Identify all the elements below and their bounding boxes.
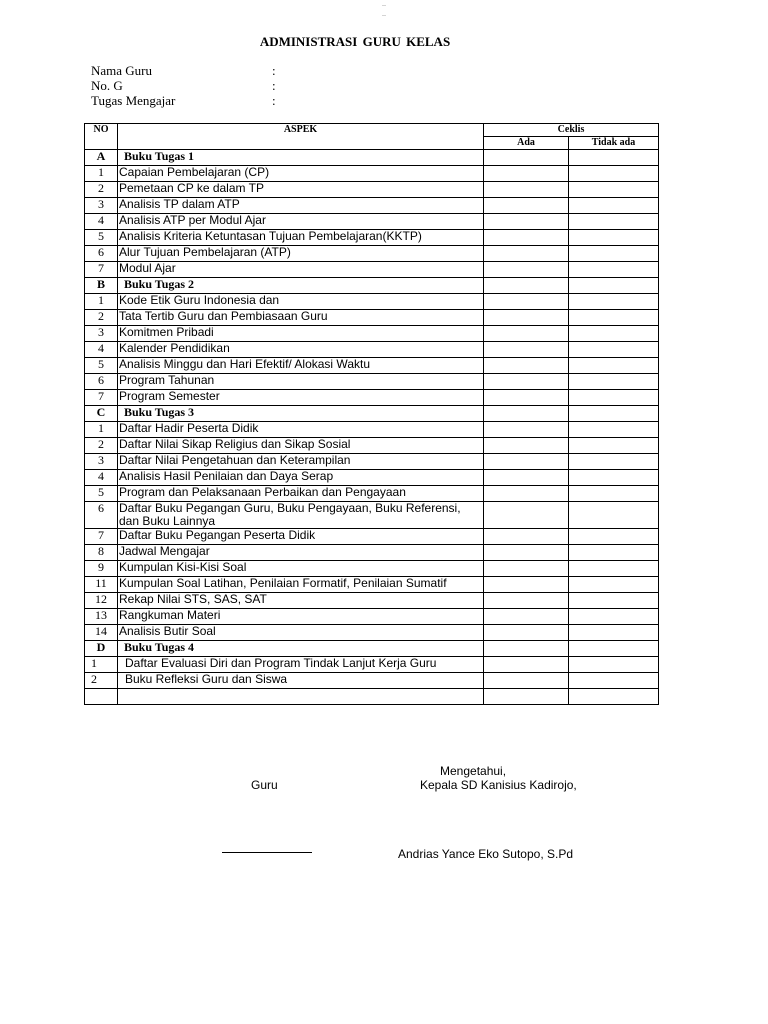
check-tidak-ada-cell[interactable] bbox=[569, 673, 659, 689]
check-tidak-ada-cell[interactable] bbox=[569, 641, 659, 657]
check-tidak-ada-cell[interactable] bbox=[569, 406, 659, 422]
info-label: Nama Guru bbox=[91, 63, 153, 78]
row-number bbox=[85, 689, 118, 705]
check-ada-cell[interactable] bbox=[484, 150, 569, 166]
row-number: 7 bbox=[85, 529, 118, 545]
row-aspek: Analisis Butir Soal bbox=[118, 625, 484, 641]
check-tidak-ada-cell[interactable] bbox=[569, 438, 659, 454]
row-aspek bbox=[118, 689, 484, 705]
checklist-table bbox=[84, 123, 659, 705]
signature-right-name: Andrias Yance Eko Sutopo, S.Pd bbox=[398, 847, 574, 861]
table-row bbox=[85, 198, 659, 214]
row-aspek: Analisis Minggu dan Hari Efektif/ Alokasi Waktu bbox=[118, 358, 484, 374]
table-row bbox=[85, 182, 659, 198]
table-row bbox=[85, 422, 659, 438]
check-tidak-ada-cell[interactable] bbox=[569, 166, 659, 182]
check-tidak-ada-cell[interactable] bbox=[569, 422, 659, 438]
row-number: 2 bbox=[85, 673, 118, 689]
table-row bbox=[85, 609, 659, 625]
check-tidak-ada-cell[interactable] bbox=[569, 470, 659, 486]
check-tidak-ada-cell[interactable] bbox=[569, 657, 659, 673]
check-ada-cell[interactable] bbox=[484, 246, 569, 262]
row-number: 3 bbox=[85, 326, 118, 342]
row-aspek: Modul Ajar bbox=[118, 262, 484, 278]
section-row bbox=[85, 406, 659, 422]
row-number: 8 bbox=[85, 545, 118, 561]
check-tidak-ada-cell[interactable] bbox=[569, 262, 659, 278]
check-ada-cell[interactable] bbox=[484, 262, 569, 278]
check-tidak-ada-cell[interactable] bbox=[569, 326, 659, 342]
row-aspek: Rangkuman Materi bbox=[118, 609, 484, 625]
row-number: 4 bbox=[85, 214, 118, 230]
check-ada-cell[interactable] bbox=[484, 326, 569, 342]
table-row bbox=[85, 689, 659, 705]
section-row bbox=[85, 150, 659, 166]
check-tidak-ada-cell[interactable] bbox=[569, 593, 659, 609]
section-row bbox=[85, 278, 659, 294]
row-aspek: Kalender Pendidikan bbox=[118, 342, 484, 358]
check-tidak-ada-cell[interactable] bbox=[569, 278, 659, 294]
info-label: Tugas Mengajar bbox=[91, 93, 176, 108]
row-aspek: Jadwal Mengajar bbox=[118, 545, 484, 561]
signature-line-guru bbox=[222, 852, 312, 853]
check-tidak-ada-cell[interactable] bbox=[569, 198, 659, 214]
check-ada-cell[interactable] bbox=[484, 673, 569, 689]
row-number: 2 bbox=[85, 182, 118, 198]
table-row bbox=[85, 230, 659, 246]
check-ada-cell[interactable] bbox=[484, 625, 569, 641]
check-tidak-ada-cell[interactable] bbox=[569, 150, 659, 166]
row-aspek: Daftar Evaluasi Diri dan Program Tindak Lanjut Kerja Guru bbox=[118, 657, 484, 673]
row-aspek: Daftar Hadir Peserta Didik bbox=[118, 422, 484, 438]
row-number: 4 bbox=[85, 470, 118, 486]
info-colon: : bbox=[272, 63, 276, 78]
check-ada-cell[interactable] bbox=[484, 310, 569, 326]
table-row bbox=[85, 625, 659, 641]
row-aspek: Daftar Buku Pegangan Peserta Didik bbox=[118, 529, 484, 545]
check-tidak-ada-cell[interactable] bbox=[569, 486, 659, 502]
page-title: ADMINISTRASI GURU KELAS bbox=[259, 34, 451, 49]
table-row bbox=[85, 374, 659, 390]
header-mark-top: — bbox=[382, 2, 386, 7]
row-aspek: Analisis TP dalam ATP bbox=[118, 198, 484, 214]
row-number: 5 bbox=[85, 230, 118, 246]
check-ada-cell[interactable] bbox=[484, 422, 569, 438]
check-tidak-ada-cell[interactable] bbox=[569, 625, 659, 641]
check-ada-cell[interactable] bbox=[484, 438, 569, 454]
row-number: 11 bbox=[85, 577, 118, 593]
check-tidak-ada-cell[interactable] bbox=[569, 342, 659, 358]
check-ada-cell[interactable] bbox=[484, 502, 569, 529]
row-aspek: Daftar Nilai Pengetahuan dan Keterampilan bbox=[118, 454, 484, 470]
check-tidak-ada-cell[interactable] bbox=[569, 529, 659, 545]
table-row bbox=[85, 577, 659, 593]
table-row bbox=[85, 486, 659, 502]
row-number: 5 bbox=[85, 358, 118, 374]
table-row bbox=[85, 246, 659, 262]
check-ada-cell[interactable] bbox=[484, 294, 569, 310]
row-aspek: Program Semester bbox=[118, 390, 484, 406]
check-tidak-ada-cell[interactable] bbox=[569, 294, 659, 310]
info-row-tugas-mengajar bbox=[91, 93, 276, 108]
row-aspek: Komitmen Pribadi bbox=[118, 326, 484, 342]
check-ada-cell[interactable] bbox=[484, 278, 569, 294]
table-row bbox=[85, 529, 659, 545]
check-tidak-ada-cell[interactable] bbox=[569, 454, 659, 470]
table-row bbox=[85, 502, 659, 529]
row-number: 4 bbox=[85, 342, 118, 358]
check-ada-cell[interactable] bbox=[484, 545, 569, 561]
table-row bbox=[85, 454, 659, 470]
check-tidak-ada-cell[interactable] bbox=[569, 374, 659, 390]
check-tidak-ada-cell[interactable] bbox=[569, 182, 659, 198]
table-row bbox=[85, 545, 659, 561]
signature-right-role: Kepala SD Kanisius Kadirojo, bbox=[420, 778, 577, 792]
info-row-nama-guru bbox=[91, 63, 276, 78]
row-number: 6 bbox=[85, 374, 118, 390]
row-number: 7 bbox=[85, 262, 118, 278]
row-aspek: Pemetaan CP ke dalam TP bbox=[118, 182, 484, 198]
check-ada-cell[interactable] bbox=[484, 454, 569, 470]
table-row bbox=[85, 310, 659, 326]
check-tidak-ada-cell[interactable] bbox=[569, 577, 659, 593]
check-tidak-ada-cell[interactable] bbox=[569, 545, 659, 561]
row-aspek: Alur Tujuan Pembelajaran (ATP) bbox=[118, 246, 484, 262]
row-number: D bbox=[85, 641, 118, 657]
table-row bbox=[85, 657, 659, 673]
check-tidak-ada-cell[interactable] bbox=[569, 214, 659, 230]
row-number: 6 bbox=[85, 502, 118, 529]
header-aspek: ASPEK bbox=[118, 124, 484, 150]
table-row bbox=[85, 326, 659, 342]
header-ceklis: Ceklis bbox=[484, 124, 659, 137]
table-row bbox=[85, 673, 659, 689]
check-ada-cell[interactable] bbox=[484, 214, 569, 230]
row-number: 2 bbox=[85, 438, 118, 454]
row-number: C bbox=[85, 406, 118, 422]
row-number: B bbox=[85, 278, 118, 294]
table-row bbox=[85, 358, 659, 374]
signature-left-role: Guru bbox=[251, 778, 278, 792]
table-row bbox=[85, 166, 659, 182]
info-colon: : bbox=[272, 93, 276, 108]
row-aspek: Capaian Pembelajaran (CP) bbox=[118, 166, 484, 182]
row-aspek: Kode Etik Guru Indonesia dan bbox=[118, 294, 484, 310]
check-ada-cell[interactable] bbox=[484, 641, 569, 657]
check-tidak-ada-cell[interactable] bbox=[569, 561, 659, 577]
info-row-no-g bbox=[91, 78, 276, 93]
check-ada-cell[interactable] bbox=[484, 406, 569, 422]
table-row bbox=[85, 342, 659, 358]
row-aspek: Buku Tugas 2 bbox=[118, 278, 484, 294]
header-mark-bottom: — bbox=[382, 12, 386, 17]
check-ada-cell[interactable] bbox=[484, 689, 569, 705]
row-number: 12 bbox=[85, 593, 118, 609]
row-number: A bbox=[85, 150, 118, 166]
check-ada-cell[interactable] bbox=[484, 529, 569, 545]
check-ada-cell[interactable] bbox=[484, 166, 569, 182]
row-number: 2 bbox=[85, 310, 118, 326]
row-aspek: Buku Refleksi Guru dan Siswa bbox=[118, 673, 484, 689]
table-row bbox=[85, 593, 659, 609]
header-tidak-ada: Tidak ada bbox=[569, 137, 659, 150]
check-ada-cell[interactable] bbox=[484, 609, 569, 625]
check-ada-cell[interactable] bbox=[484, 561, 569, 577]
row-number: 9 bbox=[85, 561, 118, 577]
row-number: 1 bbox=[85, 657, 118, 673]
check-tidak-ada-cell[interactable] bbox=[569, 310, 659, 326]
check-ada-cell[interactable] bbox=[484, 593, 569, 609]
check-tidak-ada-cell[interactable] bbox=[569, 609, 659, 625]
check-ada-cell[interactable] bbox=[484, 470, 569, 486]
row-aspek: Program Tahunan bbox=[118, 374, 484, 390]
row-number: 3 bbox=[85, 454, 118, 470]
table-row bbox=[85, 262, 659, 278]
row-aspek: Buku Tugas 1 bbox=[118, 150, 484, 166]
check-ada-cell[interactable] bbox=[484, 374, 569, 390]
row-aspek: Daftar Buku Pegangan Guru, Buku Pengayaan, Buku Referensi, dan Buku Lainnya bbox=[118, 502, 484, 529]
row-number: 1 bbox=[85, 166, 118, 182]
row-number: 5 bbox=[85, 486, 118, 502]
row-number: 14 bbox=[85, 625, 118, 641]
row-number: 3 bbox=[85, 198, 118, 214]
check-ada-cell[interactable] bbox=[484, 390, 569, 406]
row-aspek: Kumpulan Soal Latihan, Penilaian Formatif, Penilaian Sumatif bbox=[118, 577, 484, 593]
info-colon: : bbox=[272, 78, 276, 93]
check-ada-cell[interactable] bbox=[484, 198, 569, 214]
table-row bbox=[85, 438, 659, 454]
section-row bbox=[85, 641, 659, 657]
check-ada-cell[interactable] bbox=[484, 577, 569, 593]
row-aspek: Program dan Pelaksanaan Perbaikan dan Pengayaan bbox=[118, 486, 484, 502]
check-ada-cell[interactable] bbox=[484, 657, 569, 673]
check-tidak-ada-cell[interactable] bbox=[569, 689, 659, 705]
row-aspek: Buku Tugas 3 bbox=[118, 406, 484, 422]
row-aspek: Analisis Hasil Penilaian dan Daya Serap bbox=[118, 470, 484, 486]
header-no: NO bbox=[85, 124, 118, 150]
row-number: 13 bbox=[85, 609, 118, 625]
check-ada-cell[interactable] bbox=[484, 342, 569, 358]
row-aspek: Rekap Nilai STS, SAS, SAT bbox=[118, 593, 484, 609]
table-row bbox=[85, 214, 659, 230]
check-ada-cell[interactable] bbox=[484, 358, 569, 374]
table-row bbox=[85, 294, 659, 310]
signature-acknowledged: Mengetahui, bbox=[440, 764, 507, 778]
check-tidak-ada-cell[interactable] bbox=[569, 390, 659, 406]
table-row bbox=[85, 561, 659, 577]
check-tidak-ada-cell[interactable] bbox=[569, 246, 659, 262]
row-number: 6 bbox=[85, 246, 118, 262]
row-aspek: Kumpulan Kisi-Kisi Soal bbox=[118, 561, 484, 577]
table-header-row bbox=[85, 124, 659, 137]
check-tidak-ada-cell[interactable] bbox=[569, 502, 659, 529]
check-ada-cell[interactable] bbox=[484, 486, 569, 502]
row-aspek: Daftar Nilai Sikap Religius dan Sikap Sosial bbox=[118, 438, 484, 454]
table-row bbox=[85, 470, 659, 486]
check-tidak-ada-cell[interactable] bbox=[569, 358, 659, 374]
row-number: 1 bbox=[85, 294, 118, 310]
row-number: 1 bbox=[85, 422, 118, 438]
info-label: No. G bbox=[91, 78, 123, 93]
table-row bbox=[85, 390, 659, 406]
row-aspek: Buku Tugas 4 bbox=[118, 641, 484, 657]
check-ada-cell[interactable] bbox=[484, 230, 569, 246]
header-ada: Ada bbox=[484, 137, 569, 150]
row-aspek: Tata Tertib Guru dan Pembiasaan Guru bbox=[118, 310, 484, 326]
check-tidak-ada-cell[interactable] bbox=[569, 230, 659, 246]
check-ada-cell[interactable] bbox=[484, 182, 569, 198]
row-aspek: Analisis ATP per Modul Ajar bbox=[118, 214, 484, 230]
row-aspek: Analisis Kriteria Ketuntasan Tujuan Pembelajaran(KKTP) bbox=[118, 230, 484, 246]
row-number: 7 bbox=[85, 390, 118, 406]
